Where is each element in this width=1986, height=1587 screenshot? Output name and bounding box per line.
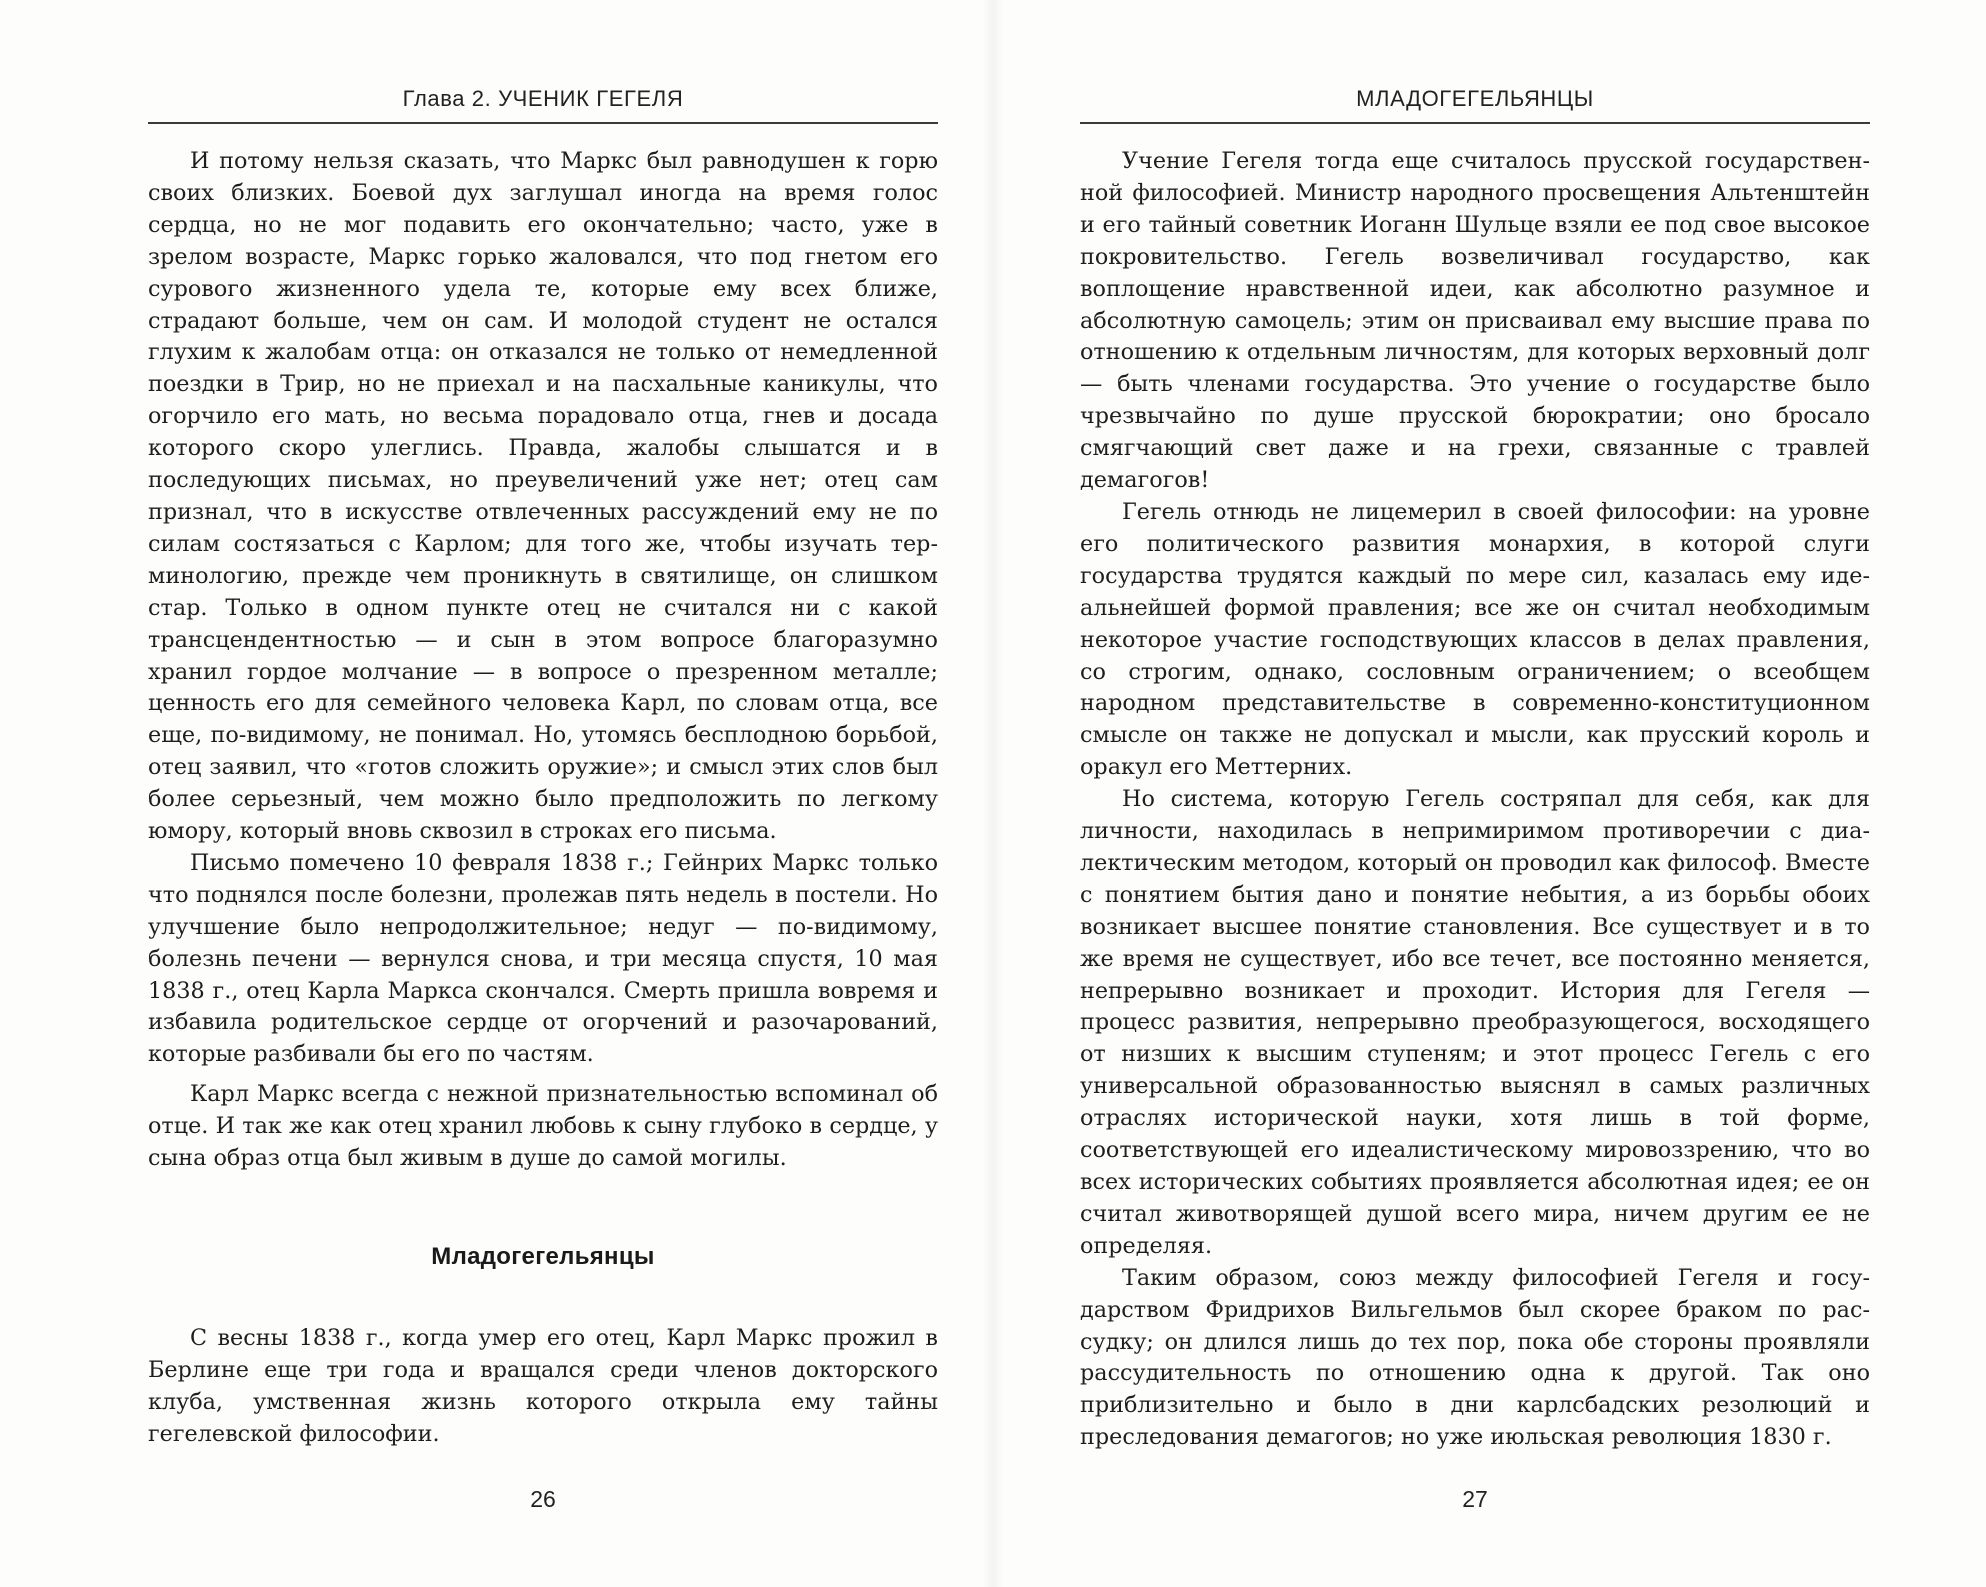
right-page-text	[1080, 146, 1870, 1454]
header-rule-left	[148, 122, 938, 124]
paragraph: Таким образом, союз между философией Гегеля и государством Фридрихов Вильгельмов был скорее браком по рассудку; он длился лишь до тех пор, пока обе стороны проявляли рассудительность по отношению одна к другой. Так оно приблизительно и было в дни карлсбадских резолюций и преследования демагогов; но уже июльская революция 1830 г.	[1080, 1264, 1870, 1451]
page-number-left: 26	[530, 1486, 556, 1512]
left-page	[148, 0, 938, 1587]
page-number-right: 27	[1462, 1486, 1488, 1512]
paragraph: Гегель отнюдь не лицемерил в своей философии: на уровне его политического развития монархия, в которой слуги государства трудятся каждый по мере сил, казалась ему идеальнейшей формой правления; все же он считал необходимым некоторое участие господствующих классов в делах правления, со строгим, однако, сословным ограничением; о всеобщем народном представительстве в современно-конституционном смысле он также не допускал и мысли, как прусский король и оракул его Меттерних.	[1080, 498, 1870, 781]
paragraph: Учение Гегеля тогда еще считалось прусской государственной философией. Министр народного просвещения Альтенштейн и его тайный советник Иоганн Шульце взяли ее под свое высокое покровительство. Гегель возвеличивал государство, как воплощение нравственной идеи, как абсолютно разумное и абсолютную самоцель; этим он присваивал ему высшие права по отношению к отдельным личностям, для которых верховный долг — быть членами государства. Это учение о государстве было чрезвычайно по душе прусской бюрократии; оно бросало смягчающий свет даже и на грехи, связанные с травлей демагогов!	[1080, 148, 1870, 494]
section-title: Младогегельянцы	[431, 1243, 655, 1270]
paragraph: Но система, которую Гегель состряпал для себя, как для личности, находилась в непримиримом противоречии с диалектическим методом, который он проводил как философ. Вместе с понятием бытия дано и понятие небытия, а из борьбы обоих возникает высшее понятие становления. Все существует и в то же время не существует, ибо все течет, все постоянно меняется, непрерывно возникает и проходит. История для Гегеля — процесс развития, непрерывно преобразующегося, восходящего от низших к высшим ступеням; и этот процесс Гегель с его универсальной образованностью выяснял в самых различных отраслях исторической науки, хотя лишь в той форме, соответствующей его идеалистическому мировоззрению, что во всех исторических событиях проявляется абсолютная идея; ее он считал животворящей душой всего мира, ничем другим ее не определяя.	[1080, 786, 1870, 1259]
running-head-right: МЛАДОГЕГЕЛЬЯНЦЫ	[1356, 86, 1594, 111]
left-page-text	[148, 146, 938, 1451]
header-rule-right	[1080, 122, 1870, 124]
book-gutter	[982, 0, 1004, 1587]
paragraph: С весны 1838 г., когда умер его отец, Карл Маркс прожил в Берлине еще три года и вращался среди членов докторского клуба, умственная жизнь которого открыла ему тайны гегелевской философии.	[148, 1324, 938, 1447]
paragraph: Карл Маркс всегда с нежной признательностью вспоминал об отце. И так же как отец хранил любовь к сыну глубоко в сердце, у сына образ отца был живым в душе до самой могилы.	[148, 1081, 938, 1172]
running-head-left: Глава 2. УЧЕНИК ГЕГЕЛЯ	[402, 86, 684, 111]
right-page	[1080, 0, 1870, 1587]
paragraph: И потому нельзя сказать, что Маркс был равнодушен к горю своих близких. Боевой дух заглушал иногда на время голос сердца, но не мог подавить его окончательно; часто, уже в зрелом возрасте, Маркс горько жаловался, что под гнетом его сурового жизненного удела те, которые ему всех ближе, страдают больше, чем он сам. И молодой студент не остался глухим к жалобам отца: он отказался не только от немедленной поездки в Трир, но не приехал и на пасхальные каникулы, что огорчило его мать, но весьма порадовало отца, гнев и досада которого скоро улеглись. Правда, жалобы слышатся и в последующих письмах, но преувеличений уже нет; отец сам признал, что в искусстве отвлеченных рассуждений ему не по силам состязаться с Карлом; для того же, чтобы изучать терминологию, прежде чем проникнуть в святилище, он слишком стар. Только в одном пункте отец не считался ни с какой трансцендентностью — и сын в этом вопросе благоразумно хранил гордое молчание — в вопросе о презренном металле; ценность его для семейного человека Карл, по словам отца, все еще, по-видимому, не понимал. Но, утомясь бесплодною борьбой, отец заявил, что «готов сложить оружие»; и смысл этих слов был более серьезный, чем можно было предположить по легкому юмору, который вновь сквозил в строках его письма.	[148, 148, 938, 845]
paragraph: Письмо помечено 10 февраля 1838 г.; Гейнрих Маркс только что поднялся после болезни, пролежав пять недель в постели. Но улучшение было непродолжительное; недуг — по-видимому, болезнь печени — вернулся снова, и три месяца спустя, 10 мая 1838 г., отец Карла Маркса скончался. Смерть пришла вовремя и избавила родительское сердце от огорчений и разочарований, которые разбивали бы его по частям.	[148, 849, 938, 1068]
